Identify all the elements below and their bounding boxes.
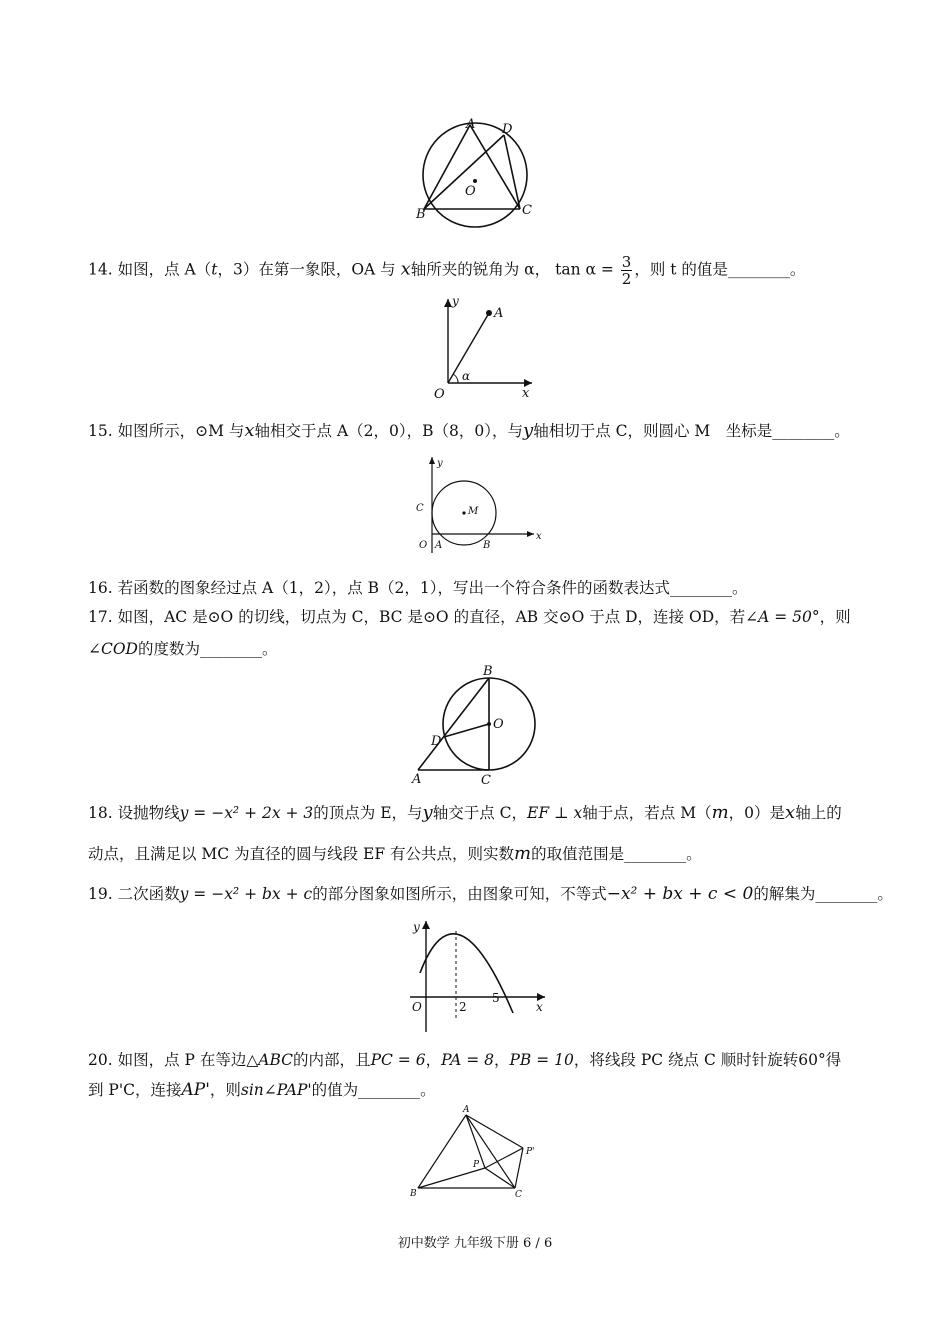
label-a: A — [412, 772, 422, 787]
question-18: 18. 设抛物线y = −x² + 2x + 3的顶点为 E，与y轴交于点 C，EF ⊥ x轴于点，若点 M（m，0）是x轴上的 — [88, 802, 842, 823]
point-a — [486, 310, 492, 316]
x-axis-arrow — [527, 531, 534, 537]
question-15: 15. 如图所示，⊙M 与x轴相交于点 A（2，0），B（8，0），与y轴相切于点 C，则圆心 M 坐标是________。 — [88, 420, 850, 441]
question-16: 16. 若函数的图象经过点 A（1，2），点 B（2，1），写出一个符合条件的函数表达式________。 — [88, 579, 748, 597]
question-number: 18. — [88, 804, 113, 822]
figure-13-circle-triangle — [410, 115, 540, 225]
label-a: A — [494, 306, 504, 321]
label-c: C — [481, 773, 491, 788]
label-x: x — [536, 1000, 543, 1014]
question-17-line-2: ∠COD的度数为________。 — [88, 640, 278, 658]
segment-ab — [418, 678, 489, 770]
fraction-3-over-2: $\frac{3}{2}$ — [621, 253, 632, 288]
question-19: 19. 二次函数y = −x² + bx + c的部分图象如图所示，由图象可知，不等式−x² + bx + c < 0的解集为________。 — [88, 884, 893, 904]
label-y: y — [452, 294, 459, 308]
figure-15-circle-m — [410, 453, 550, 559]
inequality: −x² + bx + c < 0 — [606, 884, 754, 904]
question-14: 14. 如图，点 A（t，3）在第一象限，OA 与 x轴所夹的锐角为 α， tan α = $\frac{3}{2}$ ，则 t 的值是________。 — [88, 253, 806, 288]
label-2: 2 — [459, 1000, 467, 1014]
segment-ac — [470, 125, 520, 209]
question-number: 19. — [88, 885, 113, 903]
label-p-prime: P' — [526, 1147, 535, 1157]
figure-20-equilateral-triangle — [405, 1102, 545, 1202]
center-point-o — [473, 179, 477, 183]
label-d: D — [431, 734, 442, 749]
figure-19-parabola — [400, 918, 550, 1038]
question-20: 20. 如图，点 P 在等边△ABC的内部，且PC = 6，PA = 8，PB = 10，将线段 PC 绕点 C 顺时针旋转60°得 — [88, 1051, 842, 1069]
label-o: O — [419, 540, 428, 551]
center-o — [487, 722, 491, 726]
segment-pc — [485, 1168, 515, 1188]
question-number: 17. — [88, 608, 113, 626]
question-18-line-2: 动点，且满足以 MC 为直径的圆与线段 EF 有公共点，则实数m的取值范围是________。 — [88, 843, 702, 864]
y-axis-arrow — [422, 921, 430, 929]
label-p: P — [473, 1160, 480, 1170]
segment-ac — [466, 1115, 515, 1188]
label-x: x — [522, 386, 530, 401]
question-number: 16. — [88, 579, 113, 597]
label-b: B — [410, 1189, 417, 1199]
segment-od — [444, 724, 489, 737]
label-c: C — [416, 503, 424, 514]
question-number: 15. — [88, 422, 113, 440]
label-a: A — [435, 540, 443, 551]
label-c: C — [515, 1190, 522, 1200]
label-5: 5 — [492, 991, 500, 1005]
segment-bp — [418, 1168, 485, 1188]
question-number: 14. — [88, 260, 113, 279]
segment-ap-prime — [466, 1115, 523, 1148]
label-m: M — [468, 506, 479, 517]
label-alpha: α — [462, 369, 471, 383]
question-17: 17. 如图，AC 是⊙O 的切线，切点为 C，BC 是⊙O 的直径，AB 交⊙O 于点 D，连接 OD，若∠A = 50°，则 — [88, 608, 851, 626]
label-a: A — [466, 117, 476, 132]
label-b: B — [483, 540, 491, 551]
label-y: y — [413, 920, 420, 934]
angle-arc — [453, 374, 458, 383]
y-axis-arrow — [444, 299, 452, 307]
segment-p-prime-c — [515, 1148, 523, 1188]
segment-ab — [424, 125, 470, 209]
label-o: O — [434, 387, 445, 402]
question-20-line-2: 到 P'C，连接AP'，则sin∠PAP'的值为________。 — [88, 1080, 436, 1100]
label-a: A — [463, 1105, 470, 1115]
tan-expression: tan α = — [555, 260, 614, 279]
label-d: D — [502, 122, 513, 137]
segment-bd — [424, 135, 504, 209]
page-footer: 初中数学 九年级下册 6 / 6 — [397, 1236, 553, 1251]
label-b: B — [416, 207, 426, 222]
segment-ab — [418, 1115, 466, 1188]
circle-o — [423, 123, 527, 227]
y-axis-arrow — [429, 457, 435, 464]
figure-14-axes-point-a — [414, 293, 539, 403]
label-o: O — [412, 1000, 422, 1014]
quadratic-equation: y = −x² + bx + c — [179, 885, 313, 903]
label-c: C — [522, 203, 532, 218]
label-b: B — [483, 664, 493, 679]
center-m — [462, 511, 465, 514]
question-number: 20. — [88, 1051, 113, 1069]
parabola-equation: y = −x² + 2x + 3 — [179, 804, 314, 822]
figure-17-tangent-circle — [410, 662, 550, 787]
label-y: y — [437, 458, 443, 469]
label-o: O — [465, 184, 476, 199]
label-x: x — [536, 531, 542, 542]
label-o: O — [493, 717, 504, 732]
